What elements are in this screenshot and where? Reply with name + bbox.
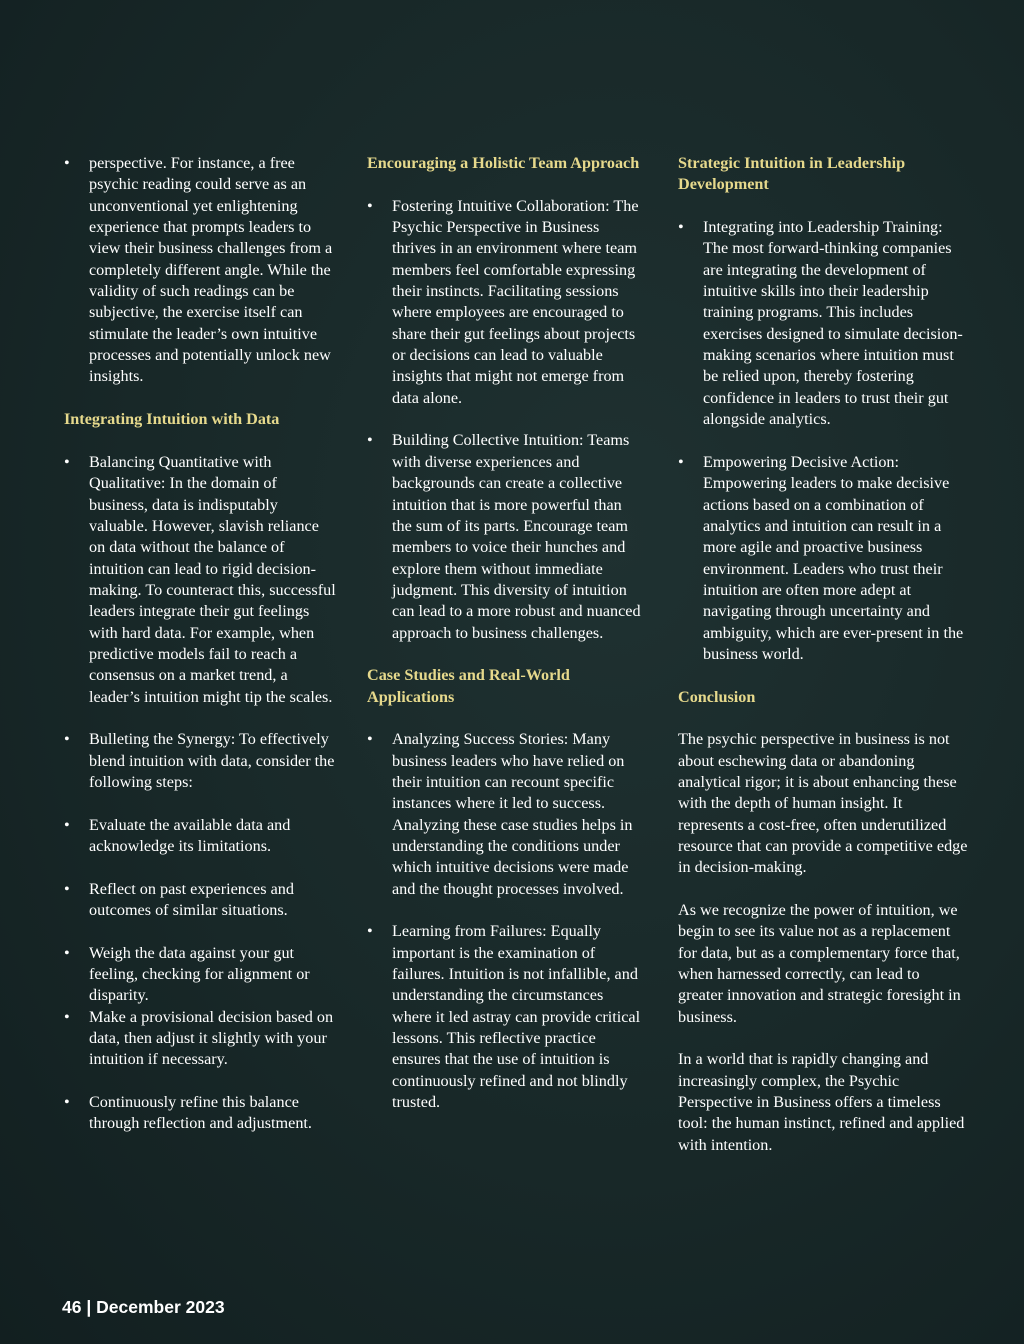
- bullet-icon: •: [64, 1007, 70, 1026]
- page-footer: [62, 1297, 225, 1318]
- section-heading: Strategic Intuition in Leadership Development: [678, 154, 906, 194]
- bullet-text: perspective. For instance, a free psychic reading could serve as an unconventional yet enlightening experience that prompts leaders to view their business challenges from a completely different angle. While the validity of such readings can be subjective, the exercise itself can stimulate the leader’s own intuitive processes and potentially unlock new insights.: [89, 154, 333, 386]
- bullet-icon: •: [678, 452, 684, 471]
- bullet-icon: •: [64, 815, 70, 834]
- bullet-icon: •: [367, 431, 373, 450]
- bullet-item: [64, 943, 336, 1007]
- section-heading: Case Studies and Real-World Applications: [367, 666, 570, 706]
- paragraph: The psychic perspective in business is not about eschewing data or abandoning analytical rigor; it is about enhancing these with the depth of human insight. It represents a cost-free, often underutilized resource that can provide a competitive edge in decision-making.: [678, 730, 968, 877]
- bullet-text: Analyzing Success Stories: Many business leaders who have relied on their intuition can recount specific instances where it led to success. Analyzing these case studies helps in understanding the conditions under which intuitive decisions were made and the thought processes involved.: [392, 730, 633, 898]
- bullet-text: Integrating into Leadership Training: The most forward-thinking companies are integrating the development of intuitive skills into their leadership training programs. This includes exercises designed to simulate decision-making scenarios where intuition must be relied upon, thereby fostering confidence in leaders to trust their gut alongside analytics.: [703, 218, 963, 429]
- bullet-item: [64, 1007, 336, 1071]
- bullet-icon: •: [367, 922, 373, 941]
- paragraph: As we recognize the power of intuition, we begin to see its value not as a replacement for data, but as a complementary force that, when harnessed correctly, can lead to greater innovation and strategic foresight in business.: [678, 901, 961, 1026]
- bullet-text: Make a provisional decision based on data, then adjust it slightly with your intuition if necessary.: [89, 1007, 334, 1069]
- bullet-text: Building Collective Intuition: Teams with diverse experiences and backgrounds can create a collective intuition that is more powerful than the sum of its parts. Encourage team members to voice their hunches and explore them without immediate judgment. This diversity of intuition can lead to a more robust and nuanced approach to business challenges.: [392, 431, 641, 642]
- bullet-icon: •: [367, 730, 373, 749]
- section-heading: Conclusion: [678, 687, 756, 706]
- bullet-text: Learning from Failures: Equally important is the examination of failures. Intuition is not infallible, and understanding the circumstances where it led astray can provide critical lessons. This reflective practice ensures that the use of intuition is continuously refined and not blindly trusted.: [392, 922, 641, 1112]
- bullet-text: Weigh the data against your gut feeling, checking for alignment or disparity.: [89, 943, 310, 1005]
- section-heading: Encouraging a Holistic Team Approach: [367, 154, 640, 172]
- bullet-item: [64, 452, 336, 708]
- bullet-text: Balancing Quantitative with Qualitative: In the domain of business, data is indisputably valuable. However, slavish reliance on data without the balance of intuition can lead to rigid decision-making. To counteract this, successful leaders integrate their gut feelings with hard data. For example, when predictive models fail to reach a consensus on a market trend, a leader’s intuition might tip the scales.: [89, 452, 336, 706]
- bullet-item: [367, 921, 642, 1113]
- bullet-icon: •: [64, 879, 70, 898]
- bullet-item: [64, 879, 336, 922]
- bullet-item: [367, 430, 642, 643]
- article-column-3: [678, 153, 968, 1178]
- bullet-item: [367, 196, 642, 409]
- article-column-2: [367, 153, 642, 1135]
- bullet-text: Bulleting the Synergy: To effectively blend intuition with data, consider the following steps:: [89, 730, 335, 791]
- footer-separator: |: [86, 1297, 92, 1317]
- article-column-1: [64, 153, 336, 1156]
- bullet-item: [64, 729, 336, 793]
- bullet-item: [64, 153, 336, 388]
- bullet-text: Continuously refine this balance through reflection and adjustment.: [89, 1093, 312, 1133]
- bullet-icon: •: [678, 218, 684, 237]
- section-heading: Integrating Intuition with Data: [64, 410, 280, 429]
- bullet-icon: •: [367, 196, 373, 215]
- bullet-text: Fostering Intuitive Collaboration: The Psychic Perspective in Business thrives in an environment where team members feel comfortable expressing their instincts. Facilitating sessions where employees are encouraged to share their gut feelings about projects or decisions can lead to valuable insights that might not emerge from data alone.: [392, 196, 639, 407]
- bullet-icon: •: [64, 730, 70, 749]
- bullet-text: Evaluate the available data and acknowledge its limitations.: [89, 815, 291, 855]
- bullet-text: Reflect on past experiences and outcomes of similar situations.: [89, 879, 294, 920]
- bullet-item: [64, 1092, 336, 1135]
- page-number: 46: [62, 1297, 82, 1317]
- issue-date: December 2023: [96, 1297, 225, 1317]
- bullet-text: Empowering Decisive Action: Empowering leaders to make decisive actions based on a combination of analytics and intuition can result in a more agile and proactive business environment. Leaders who trust their intuition are often more adept at navigating through uncertainty and ambiguity, which are ever-present in the business world.: [703, 452, 964, 663]
- paragraph: In a world that is rapidly changing and increasingly complex, the Psychic Perspective in Business offers a timeless tool: the human instinct, refined and applied with intention.: [678, 1050, 965, 1154]
- bullet-icon: •: [64, 452, 70, 471]
- bullet-icon: •: [64, 943, 70, 962]
- bullet-item: [678, 452, 968, 665]
- bullet-icon: •: [64, 1093, 70, 1112]
- bullet-icon: •: [64, 154, 70, 172]
- bullet-item: [367, 729, 642, 900]
- bullet-item: [64, 815, 336, 858]
- bullet-item: [678, 217, 968, 430]
